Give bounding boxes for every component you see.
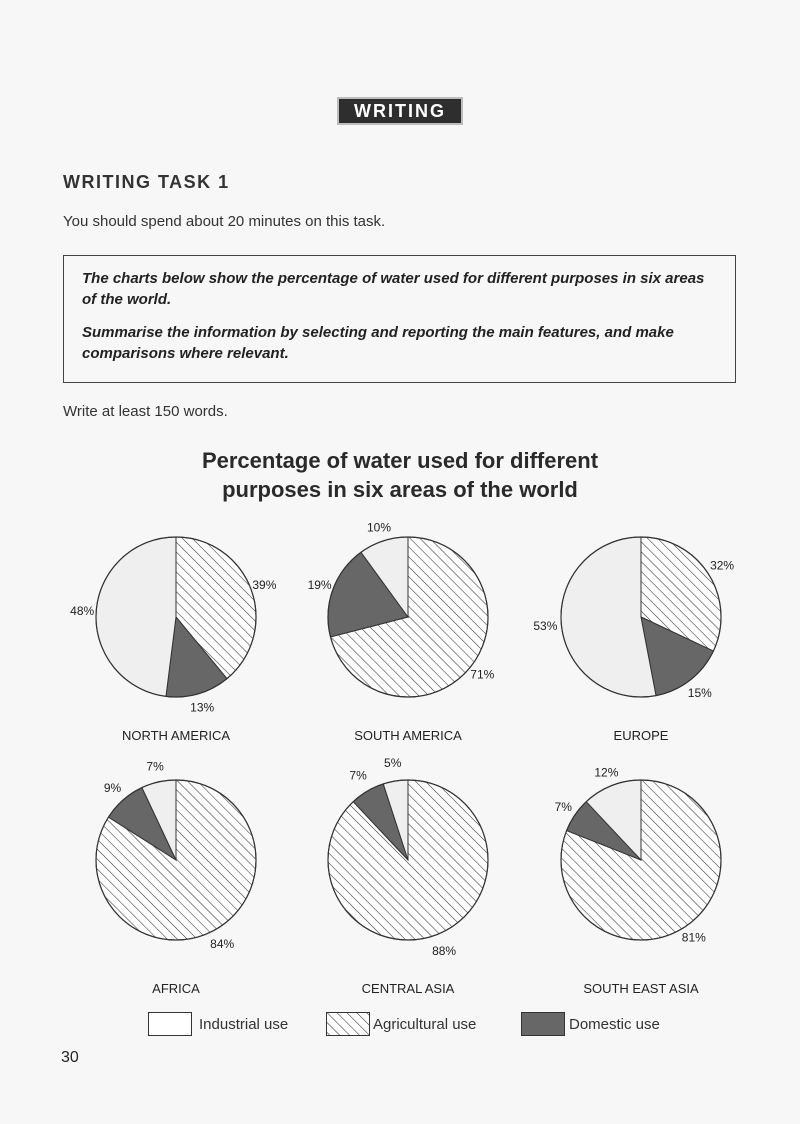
label-central-asia-domestic: 7%: [349, 768, 367, 783]
region-label-central-asia: CENTRAL ASIA: [361, 981, 455, 996]
legend-label-industrial: Industrial use: [199, 1016, 289, 1033]
label-europe-domestic: 15%: [687, 685, 712, 700]
region-label-europe: EUROPE: [613, 728, 669, 743]
label-south-east-asia-domestic: 7%: [554, 800, 572, 815]
legend: [148, 1012, 708, 1042]
section-banner: WRITING: [337, 97, 463, 125]
legend-swatch-domestic: [521, 1012, 565, 1036]
legend-swatch-agricultural: [326, 1012, 370, 1036]
chart-title-line-1: Percentage of water used for different: [201, 448, 599, 473]
page-number: 30: [61, 1049, 79, 1066]
pie-north-america: [70, 537, 277, 743]
pie-south-america: [308, 521, 495, 743]
legend-label-agricultural: Agricultural use: [373, 1016, 477, 1033]
region-label-north-america: NORTH AMERICA: [121, 728, 231, 743]
label-central-asia-agricultural: 88%: [432, 944, 457, 959]
pie-europe: [533, 537, 734, 743]
word-count-requirement: Write at least 150 words.: [63, 403, 228, 420]
label-south-america-domestic: 19%: [307, 578, 332, 593]
region-label-south-east-asia: SOUTH EAST ASIA: [583, 981, 699, 996]
legend-label-domestic: Domestic use: [569, 1016, 660, 1033]
label-north-america-domestic: 13%: [190, 700, 215, 715]
label-north-america-industrial: 48%: [70, 604, 95, 619]
label-africa-domestic: 9%: [103, 781, 122, 795]
task-prompt-description: The charts below show the percentage of water used for different purposes in six areas of the world.: [82, 270, 705, 308]
label-south-america-agricultural: 71%: [470, 667, 495, 682]
region-label-africa: AFRICA: [152, 981, 200, 996]
task-instruction: You should spend about 20 minutes on this task.: [63, 213, 386, 230]
pie-central-asia: [328, 756, 488, 996]
label-central-asia-industrial: 5%: [384, 756, 402, 771]
label-south-east-asia-industrial: 12%: [594, 765, 619, 780]
legend-swatch-industrial: [148, 1012, 192, 1036]
label-south-america-industrial: 10%: [366, 520, 392, 535]
chart-title-line-2: purposes in six areas of the world: [222, 477, 578, 502]
label-africa-agricultural: 84%: [210, 937, 235, 952]
label-africa-industrial: 7%: [146, 759, 164, 774]
region-label-south-america: SOUTH AMERICA: [354, 728, 462, 743]
label-south-east-asia-agricultural: 81%: [681, 930, 706, 945]
task-title: WRITING TASK 1: [63, 172, 230, 192]
slice-north-america-industrial: [96, 537, 176, 696]
label-north-america-agricultural: 39%: [252, 578, 277, 593]
pie-south-east-asia: [555, 766, 721, 996]
pie-africa: [96, 759, 256, 996]
label-europe-agricultural: 32%: [710, 558, 735, 573]
task-prompt-instruction: Summarise the information by selecting and reporting the main features, and make comparisons where relevant.: [82, 324, 674, 362]
label-europe-industrial: 53%: [533, 619, 558, 633]
